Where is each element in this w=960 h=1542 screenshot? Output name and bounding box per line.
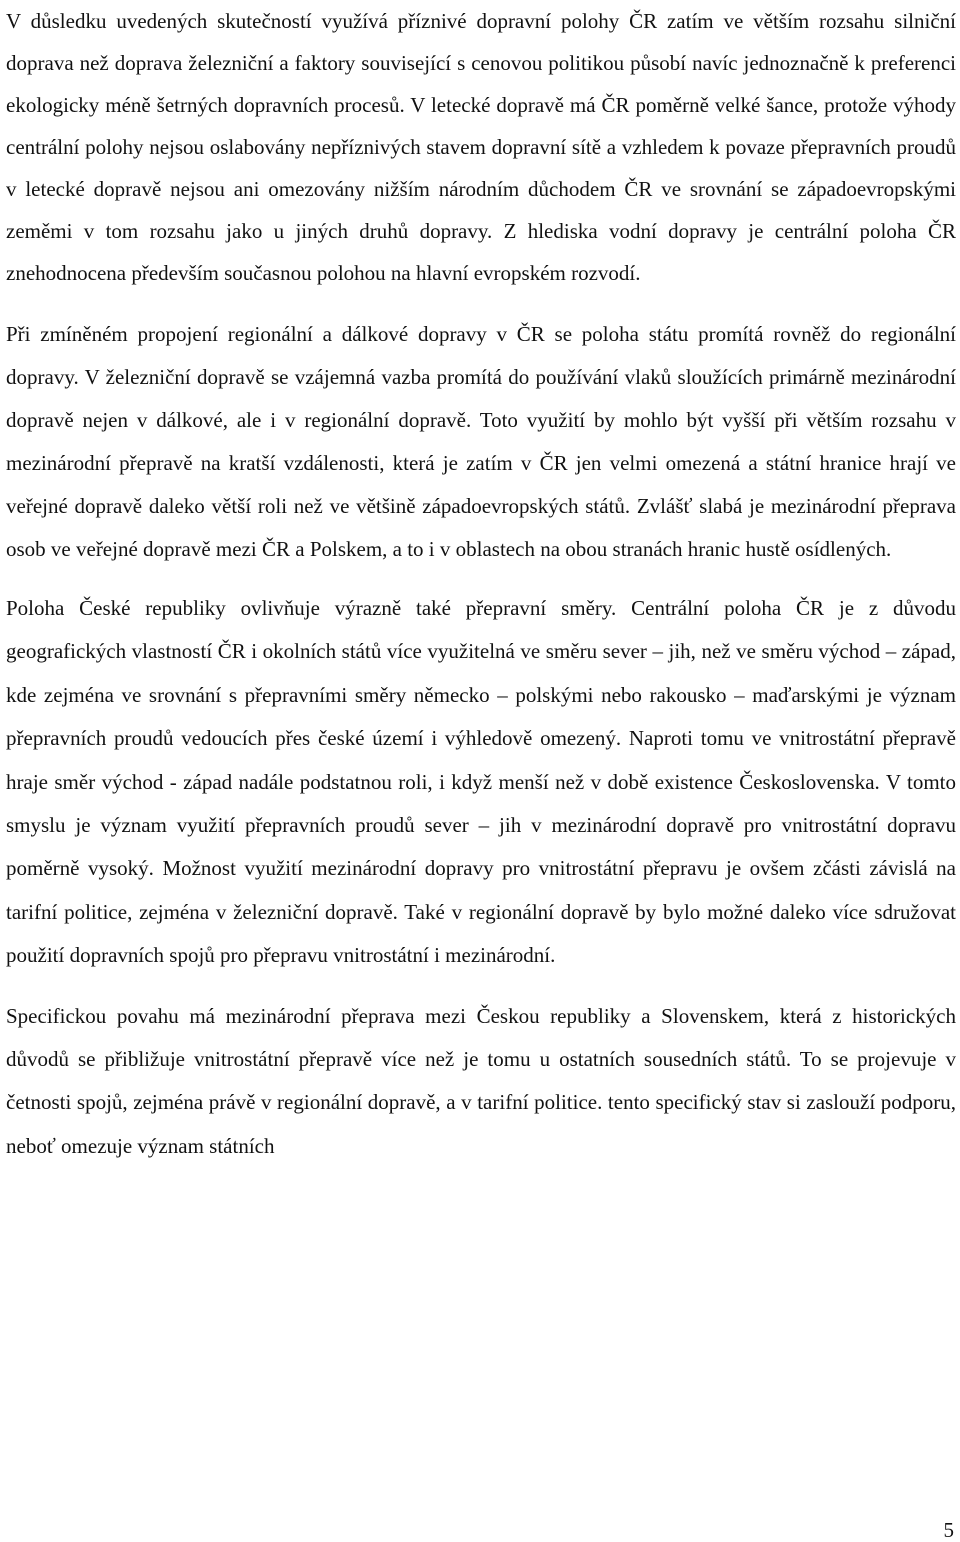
page-number: 5 bbox=[943, 1518, 954, 1542]
paragraph-transport-position: V důsledku uvedených skutečností využívá příznivé dopravní polohy ČR zatím ve větším rozsahu silniční doprava než doprava železniční a faktory související s cenovou politikou působí navíc jednoznačně k preferenci ekologicky méně šetrných dopravních procesů. V letecké dopravě má ČR poměrně velké šance, protože výhody centrální polohy nejsou oslabovány nepříznivých stavem dopravní sítě a vzhledem k povaze přepravních proudů v letecké dopravě nejsou ani omezovány nižším národním důchodem ČR ve srovnání se západoevropskými zeměmi v tom rozsahu jako u jiných druhů dopravy. Z hlediska vodní dopravy je centrální poloha ČR znehodnocena především současnou polohou na hlavní evropském rozvodí. bbox=[6, 9, 956, 285]
paragraph-transport-directions: Poloha České republiky ovlivňuje výrazně také přepravní směry. Centrální poloha ČR je z důvodu geografických vlastností ČR i okolních států více využitelná ve směru sever – jih, než ve směru východ – západ, kde zejména ve srovnání s přepravními směry německo – polskými nebo rakousko – maďarskými je význam přepravních proudů vedoucích přes české území i výhledově omezený. Naproti tomu ve vnitrostátní přepravě hraje směr východ - západ nadále podstatnou roli, i když menší než v době existence Československa. V tomto smyslu je význam využití přepravních proudů sever – jih v mezinárodní dopravě pro vnitrostátní dopravu poměrně vysoký. Možnost využití mezinárodní dopravy pro vnitrostátní přepravu je ovšem zčásti závislá na tarifní politice, zejména v železniční dopravě. Také v regionální dopravě by bylo možné daleko více sdružovat použití dopravních spojů pro přepravu vnitrostátní i mezinárodní. bbox=[6, 596, 956, 968]
document-body bbox=[6, 0, 956, 1168]
paragraph-czech-slovak-transport: Specifickou povahu má mezinárodní přeprava mezi Českou republiky a Slovenskem, která z historických důvodů se přibližuje vnitrostátní přepravě více než je tomu u ostatních sousedních států. To se projevuje v četnosti spojů, zejména právě v regionální dopravě, a v tarifní politice. tento specifický stav si zaslouží podporu, neboť omezuje význam státních bbox=[6, 1003, 956, 1158]
paragraph-regional-transport: Při zmíněném propojení regionální a dálkové dopravy v ČR se poloha státu promítá rovněž do regionální dopravy. V železniční dopravě se vzájemná vazba promítá do používání vlaků sloužících primárně mezinárodní dopravě nejen v dálkové, ale i v regionální dopravě. Toto využití by mohlo být vyšší při větším rozsahu v mezinárodní přepravě na kratší vzdálenosti, která je zatím v ČR jen velmi omezená a státní hranice hrají ve veřejné dopravě daleko větší roli než ve většině západoevropských států. Zvlášť slabá je mezinárodní přeprava osob ve veřejné dopravě mezi ČR a Polskem, a to i v oblastech na obou stranách hranic hustě osídlených. bbox=[6, 322, 956, 561]
